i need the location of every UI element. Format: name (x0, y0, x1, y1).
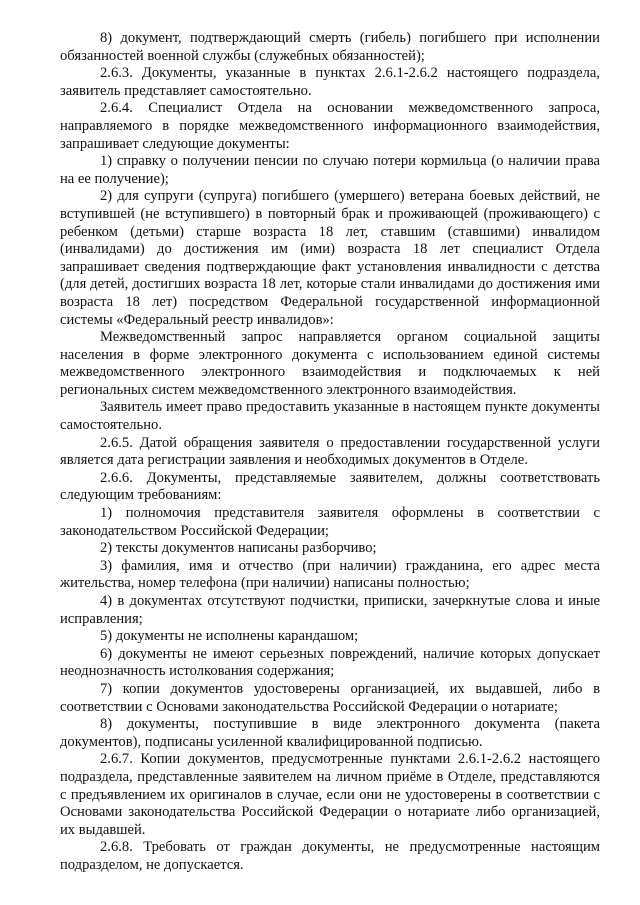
requirement-item-1: 1) полномочия представителя заявителя оформлены в соответствии с законодательством Российской Федерации; (60, 505, 600, 539)
requirement-item-3: 3) фамилия, имя и отчество (при наличии) гражданина, его адрес места жительства, номер телефона (при наличии) написаны полностью; (60, 557, 600, 592)
paragraph-item-2-disability-info: 2) для супруги (супруга) погибшего (умершего) ветерана боевых действий, не вступившей (не вступившего) в повторный брак и проживающей (проживающего) с ребенком (детьми) старше возраста 18 лет, ставшим (ставшими) инвалидом (инвалидами) до достижения им (ими) возраста 18 лет специалист Отдела запрашивает сведения подтверждающие факт установления инвалидности с детства (для детей, достигших возраста 18 лет, которые стали инвалидами до достижения ими возраста 18 лет) посредством Федеральной государственной информационной системы «Федеральный реестр инвалидов»: (60, 188, 600, 328)
paragraph-2-6-8: 2.6.8. Требовать от граждан документы, не предусмотренные настоящим подразделом, не допускается. (60, 839, 600, 873)
requirement-item-4: 4) в документах отсутствуют подчистки, приписки, зачеркнутые слова и иные исправления; (60, 593, 600, 627)
requirement-item-5: 5) документы не исполнены карандашом; (100, 628, 359, 645)
paragraph-2-6-3: 2.6.3. Документы, указанные в пунктах 2.6.1-2.6.2 настоящего подраздела, заявитель представляет самостоятельно. (60, 65, 600, 99)
requirement-item-7: 7) копии документов удостоверены организацией, их выдавшей, либо в соответствии с Основами законодательства Российской Федерации о нотариате; (60, 680, 600, 715)
requirement-item-2: 2) тексты документов написаны разборчиво; (100, 540, 377, 557)
paragraph-2-6-5: 2.6.5. Датой обращения заявителя о предоставлении государственной услуги является дата регистрации заявления и необходимых документов в Отделе. (60, 434, 600, 469)
requirement-item-6: 6) документы не имеют серьезных повреждений, наличие которых допускает неоднозначность истолкования содержания; (60, 645, 600, 680)
paragraph-2-6-6: 2.6.6. Документы, представляемые заявителем, должны соответствовать следующим требованиям: (60, 469, 600, 504)
paragraph-2-6-7: 2.6.7. Копии документов, предусмотренные пунктами 2.6.1-2.6.2 настоящего подраздела, представленные заявителем на личном приёме в Отделе, представляются с предъявлением их оригиналов в случае, если они не удостоверены в соответствии с Основами законодательства Российской Федерации о нотариате либо организацией, их выдавшей. (60, 751, 600, 838)
paragraph-2-6-4: 2.6.4. Специалист Отдела на основании межведомственного запроса, направляемого в порядке межведомственного информационного взаимодействия, запрашивает следующие документы: (60, 100, 600, 152)
document-body (60, 30, 600, 875)
paragraph-interagency-request: Межведомственный запрос направляется органом социальной защиты населения в форме электронного документа с использованием единой системы межведомственного электронного взаимодействия и подключаемых к ней региональных систем межведомственного электронного взаимодействия. (60, 329, 600, 398)
paragraph-applicant-right: Заявитель имеет право предоставить указанные в настоящем пункте документы самостоятельно. (60, 399, 600, 434)
paragraph-item-1-pension-certificate: 1) справку о получении пенсии по случаю потери кормильца (о наличии права на ее получение); (60, 153, 600, 187)
paragraph-item-8-death-document: 8) документ, подтверждающий смерть (гибель) погибшего при исполнении обязанностей военной службы (служебных обязанностей); (60, 30, 600, 64)
requirement-item-8: 8) документы, поступившие в виде электронного документа (пакета документов), подписаны усиленной квалифицированной подписью. (60, 716, 600, 750)
